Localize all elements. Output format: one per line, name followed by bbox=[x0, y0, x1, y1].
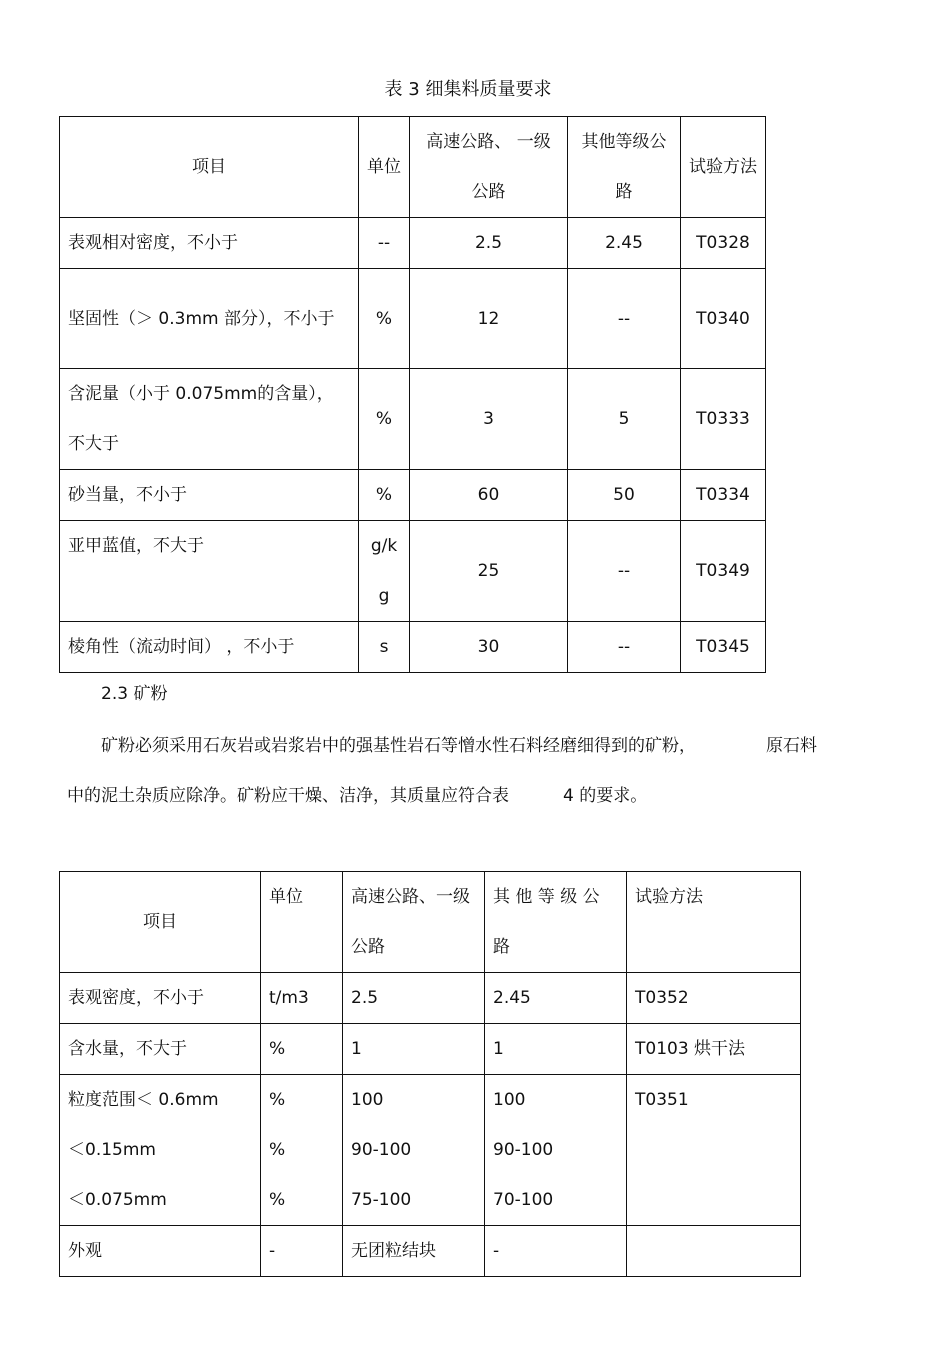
table-row bbox=[60, 1024, 801, 1075]
table-header-row bbox=[60, 872, 801, 973]
row-method: T0334 bbox=[681, 470, 766, 521]
row-unit: % bbox=[359, 269, 410, 369]
row-method bbox=[627, 1226, 801, 1277]
row-other: -- bbox=[568, 269, 681, 369]
row-other: - bbox=[485, 1226, 627, 1277]
gradation-other-value: 70-100 bbox=[493, 1190, 554, 1210]
table-row-gradation bbox=[60, 1075, 801, 1226]
gradation-unit: % bbox=[269, 1140, 286, 1160]
header-unit: 单位 bbox=[359, 117, 410, 218]
paragraph-text: 中的泥土杂质应除净。矿粉应干燥、洁净，其质量应符合表 bbox=[67, 786, 509, 806]
header-method: 试验方法 bbox=[681, 117, 766, 218]
row-method: T0349 bbox=[681, 521, 766, 622]
paragraph-line-1 bbox=[67, 734, 921, 758]
row-method: T0345 bbox=[681, 622, 766, 673]
table-row bbox=[60, 973, 801, 1024]
row-highway: 30 bbox=[410, 622, 568, 673]
gradation-method-value: T0351 bbox=[635, 1090, 689, 1110]
gradation-highway-value: 75-100 bbox=[351, 1190, 412, 1210]
row-method: T0328 bbox=[681, 218, 766, 269]
header-item: 项目 bbox=[60, 872, 261, 973]
table-row bbox=[60, 218, 766, 269]
row-highway: 1 bbox=[343, 1024, 485, 1075]
table-row bbox=[60, 470, 766, 521]
row-other: -- bbox=[568, 622, 681, 673]
gradation-highway-value: 90-100 bbox=[351, 1140, 412, 1160]
header-highway: 高速公路、 一级公路 bbox=[410, 117, 568, 218]
row-highway: 60 bbox=[410, 470, 568, 521]
row-item: 亚甲蓝值，不大于 bbox=[60, 521, 359, 622]
table-row bbox=[60, 1226, 801, 1277]
row-item: 表观密度，不小于 bbox=[60, 973, 261, 1024]
row-other: 1 bbox=[485, 1024, 627, 1075]
row-method: T0340 bbox=[681, 269, 766, 369]
paragraph-text: 原石料 bbox=[766, 736, 817, 756]
row-highway: 2.5 bbox=[410, 218, 568, 269]
gradation-highway-value: 100 bbox=[351, 1090, 384, 1110]
row-item: 含泥量（小于 0.075mm的含量），不大于 bbox=[60, 369, 359, 470]
row-method: T0333 bbox=[681, 369, 766, 470]
gradation-other bbox=[485, 1075, 627, 1226]
row-highway: 25 bbox=[410, 521, 568, 622]
row-method: T0352 bbox=[627, 973, 801, 1024]
paragraph-text: 矿粉必须采用石灰岩或岩浆岩中的强基性岩石等憎水性石料经磨细得到的矿粉， bbox=[101, 736, 696, 756]
row-other: 2.45 bbox=[485, 973, 627, 1024]
row-item: 含水量，不大于 bbox=[60, 1024, 261, 1075]
paragraph-text: 4 的要求。 bbox=[563, 786, 648, 806]
gradation-highway bbox=[343, 1075, 485, 1226]
header-other: 其 他 等 级 公 路 bbox=[485, 872, 627, 973]
header-method: 试验方法 bbox=[627, 872, 801, 973]
header-other: 其他等级公路 bbox=[568, 117, 681, 218]
table-row bbox=[60, 521, 766, 622]
header-item: 项目 bbox=[60, 117, 359, 218]
table-header-row bbox=[60, 117, 766, 218]
table-row bbox=[60, 269, 766, 369]
row-item: 棱角性（流动时间） ，不小于 bbox=[60, 622, 359, 673]
fine-aggregate-table bbox=[59, 116, 766, 673]
table3-caption: 表 3 细集料质量要求 bbox=[384, 79, 552, 100]
row-unit: - bbox=[261, 1226, 343, 1277]
gradation-method bbox=[627, 1075, 801, 1226]
gradation-item: 粒度范围＜ 0.6mm bbox=[68, 1090, 219, 1110]
row-unit: % bbox=[359, 470, 410, 521]
header-unit: 单位 bbox=[261, 872, 343, 973]
row-highway: 12 bbox=[410, 269, 568, 369]
gradation-item: ＜0.15mm bbox=[68, 1140, 156, 1160]
table-row bbox=[60, 369, 766, 470]
row-highway: 3 bbox=[410, 369, 568, 470]
row-item: 砂当量，不小于 bbox=[60, 470, 359, 521]
mineral-powder-table bbox=[59, 871, 801, 1277]
row-unit: g/kg bbox=[359, 521, 410, 622]
row-other: 2.45 bbox=[568, 218, 681, 269]
paragraph-line-2 bbox=[67, 784, 887, 808]
row-item: 外观 bbox=[60, 1226, 261, 1277]
gradation-unit: % bbox=[269, 1090, 286, 1110]
row-unit: % bbox=[359, 369, 410, 470]
gradation-items bbox=[60, 1075, 261, 1226]
row-unit: % bbox=[261, 1024, 343, 1075]
row-unit: -- bbox=[359, 218, 410, 269]
row-highway: 无团粒结块 bbox=[343, 1226, 485, 1277]
row-other: 5 bbox=[568, 369, 681, 470]
row-unit: s bbox=[359, 622, 410, 673]
row-item: 坚固性（＞ 0.3mm 部分），不小于 bbox=[60, 269, 359, 369]
gradation-other-value: 100 bbox=[493, 1090, 526, 1110]
row-other: -- bbox=[568, 521, 681, 622]
gradation-units bbox=[261, 1075, 343, 1226]
row-method: T0103 烘干法 bbox=[627, 1024, 801, 1075]
row-highway: 2.5 bbox=[343, 973, 485, 1024]
row-item: 表观相对密度，不小于 bbox=[60, 218, 359, 269]
row-unit: t/m3 bbox=[261, 973, 343, 1024]
row-other: 50 bbox=[568, 470, 681, 521]
gradation-other-value: 90-100 bbox=[493, 1140, 554, 1160]
header-highway: 高速公路、一级公路 bbox=[343, 872, 485, 973]
gradation-item: ＜0.075mm bbox=[68, 1190, 167, 1210]
table-row bbox=[60, 622, 766, 673]
section-heading: 2.3 矿粉 bbox=[101, 684, 168, 704]
gradation-unit: % bbox=[269, 1190, 286, 1210]
